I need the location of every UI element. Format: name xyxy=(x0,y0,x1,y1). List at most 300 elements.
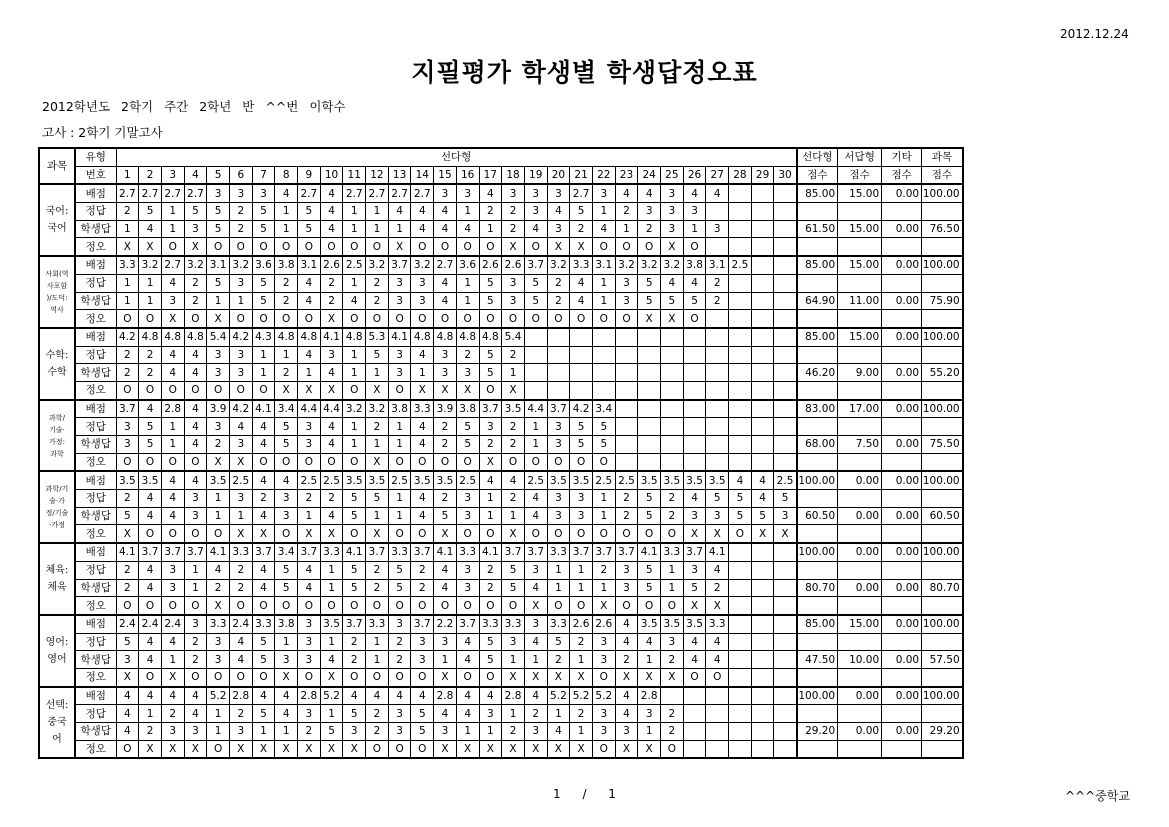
answer-cell xyxy=(774,346,797,364)
answer-cell: 2 xyxy=(116,561,139,579)
etc-score-cell: 0.00 xyxy=(882,687,922,705)
answer-cell: 3 xyxy=(592,184,615,202)
answer-cell: 3.7 xyxy=(252,543,275,561)
correctness-cell: X xyxy=(229,740,252,758)
answer-cell: 3 xyxy=(547,220,570,238)
etc-score-cell xyxy=(882,561,922,579)
answer-cell: 2 xyxy=(139,723,162,741)
answer-cell: 4 xyxy=(320,220,343,238)
answer-cell: 1 xyxy=(388,220,411,238)
answer-cell: 1 xyxy=(275,633,298,651)
answer-cell: 5.2 xyxy=(320,687,343,705)
sa-score-cell xyxy=(838,203,882,221)
correctness-cell: X xyxy=(275,381,298,399)
answer-cell: 1 xyxy=(275,723,298,741)
question-number: 27 xyxy=(706,166,729,184)
question-number: 22 xyxy=(592,166,615,184)
answer-cell xyxy=(774,705,797,723)
page-title: 지필평가 학생별 학생답정오표 xyxy=(411,58,758,87)
question-number: 8 xyxy=(275,166,298,184)
correctness-cell: X xyxy=(207,597,230,615)
answer-cell: 2.8 xyxy=(229,687,252,705)
correctness-cell: X xyxy=(298,525,321,543)
answer-cell: 5 xyxy=(683,292,706,310)
correctness-cell: O xyxy=(411,668,434,686)
answer-cell: 3.3 xyxy=(116,256,139,274)
answer-cell: 2.7 xyxy=(161,256,184,274)
question-number: 9 xyxy=(298,166,321,184)
answer-cell: 4 xyxy=(570,274,593,292)
correctness-cell: O xyxy=(388,453,411,471)
answer-cell: 4 xyxy=(547,203,570,221)
answer-cell: 4 xyxy=(275,687,298,705)
answer-cell: 5 xyxy=(252,651,275,669)
correctness-cell: X xyxy=(547,668,570,686)
answer-cell: 3 xyxy=(661,633,684,651)
row-label: 정오 xyxy=(75,597,116,615)
correctness-cell: O xyxy=(434,310,457,328)
answer-cell: 3.5 xyxy=(434,471,457,489)
answer-cell: 2.6 xyxy=(592,615,615,633)
answer-cell xyxy=(661,364,684,382)
correctness-cell: O xyxy=(275,525,298,543)
answer-cell: 4 xyxy=(479,687,502,705)
answer-cell: 5 xyxy=(638,561,661,579)
answer-cell: 4 xyxy=(320,203,343,221)
answer-cell: 3.7 xyxy=(411,615,434,633)
answer-cell xyxy=(729,579,752,597)
header-subject: 과목 xyxy=(39,148,75,184)
correctness-cell xyxy=(706,740,729,758)
answer-cell: 4.8 xyxy=(184,328,207,346)
etc-score-cell xyxy=(882,490,922,508)
correctness-cell: O xyxy=(479,381,502,399)
answer-cell: 4 xyxy=(161,274,184,292)
correctness-cell: X xyxy=(320,310,343,328)
correctness-cell: O xyxy=(388,597,411,615)
correctness-cell xyxy=(774,381,797,399)
answer-cell: 4.8 xyxy=(479,328,502,346)
correctness-cell: X xyxy=(638,668,661,686)
mc-score-cell: 64.90 xyxy=(797,292,838,310)
correctness-cell xyxy=(638,453,661,471)
answer-cell: 4 xyxy=(161,346,184,364)
answer-cell xyxy=(774,561,797,579)
answer-cell: 4 xyxy=(683,274,706,292)
row-label: 배점 xyxy=(75,543,116,561)
answer-cell: 5 xyxy=(661,292,684,310)
correctness-cell: O xyxy=(479,310,502,328)
correctness-cell: O xyxy=(252,381,275,399)
answer-cell: 3.5 xyxy=(207,471,230,489)
answer-cell: 3 xyxy=(161,723,184,741)
answer-cell: 4 xyxy=(184,705,207,723)
answer-cell xyxy=(547,364,570,382)
answer-cell xyxy=(729,346,752,364)
correctness-cell: X xyxy=(502,238,525,256)
answer-cell: 2.5 xyxy=(320,471,343,489)
answer-cell: 4.8 xyxy=(139,328,162,346)
answer-cell: 2.6 xyxy=(570,615,593,633)
answer-cell xyxy=(751,220,774,238)
row-label: 정오 xyxy=(75,238,116,256)
answer-cell: 4 xyxy=(479,471,502,489)
answer-cell: 4 xyxy=(275,705,298,723)
answer-cell: 3.1 xyxy=(592,256,615,274)
correctness-cell: O xyxy=(524,525,547,543)
answer-cell xyxy=(638,436,661,454)
question-number: 28 xyxy=(729,166,752,184)
answer-cell: 4 xyxy=(161,687,184,705)
correctness-row xyxy=(39,740,963,758)
answer-cell: 4 xyxy=(139,651,162,669)
answer-cell: 3 xyxy=(229,364,252,382)
answer-cell: 4 xyxy=(729,471,752,489)
row-label: 정답 xyxy=(75,418,116,436)
correctness-cell: O xyxy=(683,668,706,686)
answer-cell: 1 xyxy=(343,220,366,238)
sa-score-cell: 10.00 xyxy=(838,651,882,669)
answer-cell xyxy=(729,723,752,741)
answer-cell: 3 xyxy=(298,651,321,669)
answer-cell: 4 xyxy=(320,418,343,436)
answer-cell xyxy=(570,346,593,364)
answer-cell: 2 xyxy=(366,274,389,292)
answer-cell: 3 xyxy=(615,561,638,579)
answer-row xyxy=(39,705,963,723)
answer-cell: 2 xyxy=(207,579,230,597)
correctness-row xyxy=(39,238,963,256)
correctness-cell: X xyxy=(638,310,661,328)
answer-cell: 1 xyxy=(456,292,479,310)
correctness-cell xyxy=(683,453,706,471)
answer-cell: 2 xyxy=(547,292,570,310)
answer-cell xyxy=(729,651,752,669)
total-score-cell: 100.00 xyxy=(922,543,963,561)
exam-name: 고사 : 2학기 기말고사 xyxy=(42,125,163,140)
answer-cell: 4 xyxy=(751,490,774,508)
answer-cell: 3.7 xyxy=(456,615,479,633)
correctness-cell xyxy=(751,453,774,471)
row-label: 정오 xyxy=(75,453,116,471)
answer-cell: 5 xyxy=(388,561,411,579)
answer-cell xyxy=(774,723,797,741)
correctness-cell: X xyxy=(524,597,547,615)
answer-cell: 4.1 xyxy=(388,328,411,346)
correctness-cell: X xyxy=(683,525,706,543)
answer-cell: 3 xyxy=(229,274,252,292)
correctness-cell: O xyxy=(366,740,389,758)
answer-cell: 4.2 xyxy=(116,328,139,346)
answer-cell: 4 xyxy=(320,436,343,454)
answer-cell: 2.8 xyxy=(502,687,525,705)
answer-cell: 2 xyxy=(229,579,252,597)
answer-cell: 5 xyxy=(343,490,366,508)
answer-cell: 3 xyxy=(547,507,570,525)
correctness-cell xyxy=(751,597,774,615)
answer-cell: 3 xyxy=(229,346,252,364)
header-etc-points: 점수 xyxy=(882,166,922,184)
answer-cell: 2 xyxy=(479,561,502,579)
question-number: 1 xyxy=(116,166,139,184)
answer-cell xyxy=(774,203,797,221)
correctness-cell: O xyxy=(252,597,275,615)
answer-cell: 5 xyxy=(751,507,774,525)
answer-cell: 2 xyxy=(570,633,593,651)
answer-cell: 5 xyxy=(479,633,502,651)
correctness-cell xyxy=(592,381,615,399)
answer-cell: 2 xyxy=(116,346,139,364)
answer-cell: 5 xyxy=(479,651,502,669)
answer-cell: 2 xyxy=(343,633,366,651)
answer-cell: 5 xyxy=(683,579,706,597)
correctness-cell: X xyxy=(366,453,389,471)
correctness-cell: O xyxy=(570,310,593,328)
answer-cell: 3.5 xyxy=(638,615,661,633)
answer-cell xyxy=(729,561,752,579)
answer-cell: 4 xyxy=(638,633,661,651)
answer-cell xyxy=(751,292,774,310)
answer-cell: 5 xyxy=(547,633,570,651)
answer-cell xyxy=(774,364,797,382)
answer-cell: 4 xyxy=(184,346,207,364)
correctness-cell: O xyxy=(411,525,434,543)
answer-cell: 5 xyxy=(479,292,502,310)
answer-cell: 1 xyxy=(207,723,230,741)
correctness-cell: X xyxy=(434,381,457,399)
answer-cell: 3 xyxy=(298,436,321,454)
answer-cell: 4 xyxy=(570,292,593,310)
answer-cell xyxy=(683,723,706,741)
etc-score-cell xyxy=(882,705,922,723)
answer-cell xyxy=(751,436,774,454)
correctness-cell: O xyxy=(456,525,479,543)
answer-cell: 3 xyxy=(388,723,411,741)
question-number: 7 xyxy=(252,166,275,184)
mc-score-cell xyxy=(797,490,838,508)
answer-cell: 1 xyxy=(388,436,411,454)
points-row xyxy=(39,328,963,346)
answer-cell: 5 xyxy=(139,436,162,454)
sa-score-cell xyxy=(838,490,882,508)
answer-cell: 4 xyxy=(434,203,457,221)
answer-cell: 3 xyxy=(661,220,684,238)
correctness-cell: X xyxy=(275,740,298,758)
answer-cell: 3.7 xyxy=(479,400,502,418)
answer-cell xyxy=(615,436,638,454)
correctness-cell: O xyxy=(343,453,366,471)
answer-cell xyxy=(683,687,706,705)
correctness-cell: O xyxy=(638,525,661,543)
answer-cell: 3.3 xyxy=(661,543,684,561)
answer-cell: 1 xyxy=(343,274,366,292)
answer-cell: 3.5 xyxy=(706,471,729,489)
answer-cell: 3 xyxy=(116,651,139,669)
mc-score-cell: 61.50 xyxy=(797,220,838,238)
answer-cell xyxy=(638,328,661,346)
answer-cell xyxy=(570,328,593,346)
answer-cell: 5 xyxy=(116,507,139,525)
correctness-cell: O xyxy=(229,238,252,256)
answer-cell: 2.5 xyxy=(729,256,752,274)
mc-score-cell: 100.00 xyxy=(797,543,838,561)
question-number: 24 xyxy=(638,166,661,184)
correctness-cell: X xyxy=(751,525,774,543)
answer-cell xyxy=(774,418,797,436)
answer-cell: 2 xyxy=(502,723,525,741)
answer-cell: 3 xyxy=(456,490,479,508)
student-answer-row xyxy=(39,220,963,238)
answer-cell: 4 xyxy=(434,561,457,579)
answer-cell: 4 xyxy=(161,633,184,651)
correctness-cell: O xyxy=(524,310,547,328)
answer-cell: 3 xyxy=(411,292,434,310)
answer-cell: 3 xyxy=(524,203,547,221)
answer-cell: 2 xyxy=(479,203,502,221)
correctness-cell: X xyxy=(615,668,638,686)
correctness-cell xyxy=(774,740,797,758)
answer-cell: 2 xyxy=(615,490,638,508)
correctness-cell xyxy=(638,381,661,399)
answer-cell: 4 xyxy=(229,418,252,436)
answer-cell: 1 xyxy=(366,436,389,454)
answer-cell: 4 xyxy=(434,705,457,723)
answer-cell: 5 xyxy=(774,490,797,508)
answer-cell: 3 xyxy=(161,579,184,597)
answer-cell: 2 xyxy=(547,651,570,669)
answer-cell: 1 xyxy=(161,651,184,669)
answer-cell: 3.3 xyxy=(547,615,570,633)
answer-cell: 1 xyxy=(592,292,615,310)
correctness-cell: O xyxy=(456,238,479,256)
sa-score-cell: 0.00 xyxy=(838,687,882,705)
etc-score-cell: 0.00 xyxy=(882,400,922,418)
answer-cell xyxy=(751,184,774,202)
row-label: 정오 xyxy=(75,310,116,328)
answer-cell: 1 xyxy=(298,364,321,382)
etc-score-cell: 0.00 xyxy=(882,256,922,274)
answer-cell: 1 xyxy=(547,705,570,723)
answer-cell: 3 xyxy=(547,490,570,508)
answer-cell: 1 xyxy=(388,490,411,508)
answer-cell: 2 xyxy=(366,579,389,597)
answer-cell xyxy=(638,400,661,418)
mc-score-cell xyxy=(797,453,838,471)
answer-cell: 3 xyxy=(207,346,230,364)
correctness-cell: O xyxy=(570,597,593,615)
answer-cell: 4 xyxy=(524,579,547,597)
answer-cell: 4 xyxy=(524,633,547,651)
etc-score-cell: 0.00 xyxy=(882,543,922,561)
answer-cell: 3 xyxy=(615,579,638,597)
correctness-cell: X xyxy=(661,668,684,686)
answer-cell: 4 xyxy=(139,400,162,418)
answer-cell: 4 xyxy=(706,561,729,579)
correctness-cell: O xyxy=(275,453,298,471)
answer-cell: 4 xyxy=(116,687,139,705)
answer-cell: 4 xyxy=(252,418,275,436)
answer-cell: 5 xyxy=(366,346,389,364)
answer-cell: 3 xyxy=(547,184,570,202)
correctness-cell xyxy=(729,381,752,399)
answer-cell: 1 xyxy=(207,507,230,525)
answer-cell xyxy=(774,220,797,238)
correctness-cell: O xyxy=(184,310,207,328)
answer-cell: 1 xyxy=(479,507,502,525)
answer-cell xyxy=(729,364,752,382)
etc-score-cell: 0.00 xyxy=(882,615,922,633)
sa-score-cell xyxy=(838,418,882,436)
answer-cell: 3 xyxy=(434,364,457,382)
mc-score-cell: 85.00 xyxy=(797,615,838,633)
correctness-cell xyxy=(774,238,797,256)
answer-cell: 2.7 xyxy=(139,184,162,202)
answer-cell xyxy=(638,346,661,364)
answer-cell: 2.5 xyxy=(456,471,479,489)
answer-cell xyxy=(706,436,729,454)
answer-cell xyxy=(706,364,729,382)
correctness-cell: X xyxy=(456,381,479,399)
answer-cell: 2 xyxy=(139,364,162,382)
total-score-cell: 100.00 xyxy=(922,400,963,418)
answer-row xyxy=(39,418,963,436)
answer-cell: 1 xyxy=(592,507,615,525)
etc-score-cell xyxy=(882,633,922,651)
answer-cell: 2 xyxy=(275,364,298,382)
answer-cell xyxy=(774,436,797,454)
answer-cell: 4 xyxy=(411,687,434,705)
answer-cell: 3.7 xyxy=(343,615,366,633)
correctness-cell: O xyxy=(388,668,411,686)
answer-cell: 3 xyxy=(252,184,275,202)
correctness-cell: O xyxy=(320,597,343,615)
answer-cell xyxy=(592,364,615,382)
total-score-cell xyxy=(922,705,963,723)
answer-cell xyxy=(751,633,774,651)
answer-cell: 4 xyxy=(434,579,457,597)
correctness-cell xyxy=(524,381,547,399)
answer-cell: 4 xyxy=(706,184,729,202)
correctness-cell: X xyxy=(547,238,570,256)
answer-cell: 4 xyxy=(139,579,162,597)
total-score-cell xyxy=(922,633,963,651)
answer-cell: 4 xyxy=(615,184,638,202)
answer-cell: 5 xyxy=(638,274,661,292)
correctness-cell: X xyxy=(706,597,729,615)
correctness-cell: O xyxy=(661,740,684,758)
total-score-cell xyxy=(922,310,963,328)
correctness-cell: O xyxy=(116,597,139,615)
etc-score-cell xyxy=(882,525,922,543)
answer-cell: 4 xyxy=(706,633,729,651)
correctness-cell: O xyxy=(592,238,615,256)
answer-cell: 4 xyxy=(184,418,207,436)
answer-cell: 4 xyxy=(615,687,638,705)
header-number: 번호 xyxy=(75,166,116,184)
correctness-cell: O xyxy=(683,238,706,256)
answer-cell: 3.6 xyxy=(456,256,479,274)
correctness-cell: X xyxy=(298,381,321,399)
correctness-cell: X xyxy=(320,381,343,399)
answer-cell: 1 xyxy=(320,579,343,597)
row-label: 배점 xyxy=(75,184,116,202)
answer-cell: 3.1 xyxy=(298,256,321,274)
correctness-row xyxy=(39,668,963,686)
answer-cell xyxy=(729,705,752,723)
correctness-cell: O xyxy=(388,310,411,328)
answer-cell: 1 xyxy=(388,418,411,436)
correctness-cell: O xyxy=(502,597,525,615)
